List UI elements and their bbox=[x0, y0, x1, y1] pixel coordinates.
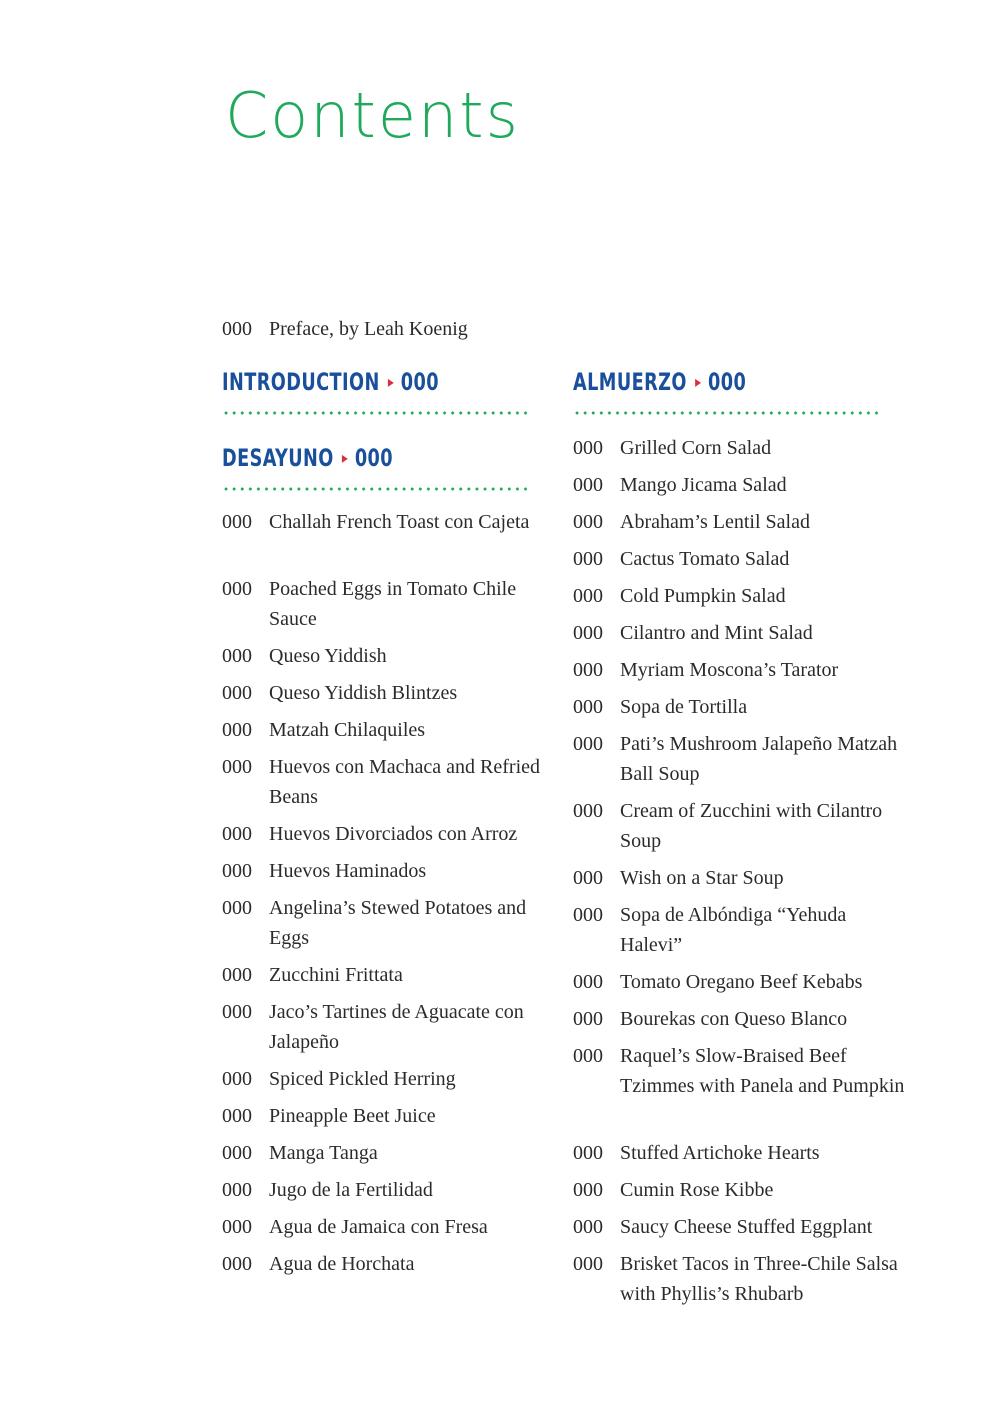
toc-entry[interactable] bbox=[573, 900, 913, 960]
entry-title: Mango Jicama Salad bbox=[620, 474, 787, 496]
section-heading-almuerzo[interactable] bbox=[573, 368, 746, 396]
entry-page: 000 bbox=[573, 659, 603, 681]
toc-entry[interactable] bbox=[222, 1138, 562, 1168]
entry-page: 000 bbox=[573, 696, 603, 718]
toc-entry[interactable] bbox=[222, 1249, 562, 1279]
toc-entry[interactable] bbox=[222, 752, 562, 812]
entry-page: 000 bbox=[222, 1216, 252, 1238]
page-title: Contents bbox=[225, 79, 520, 152]
toc-entry[interactable] bbox=[222, 1212, 562, 1242]
toc-entry[interactable] bbox=[573, 967, 913, 997]
entry-title: Brisket Tacos in Three-Chile Salsa with Phyllis’s Rhubarb bbox=[620, 1253, 898, 1305]
toc-entry[interactable] bbox=[573, 507, 913, 537]
toc-entry[interactable] bbox=[573, 618, 913, 648]
entry-title: Manga Tanga bbox=[269, 1142, 378, 1164]
entry-title: Sopa de Tortilla bbox=[620, 696, 748, 718]
entry-page: 000 bbox=[573, 904, 603, 926]
entry-title: Huevos con Machaca and Refried Beans bbox=[269, 756, 540, 808]
entry-title: Huevos Divorciados con Arroz bbox=[269, 823, 518, 845]
toc-entry[interactable] bbox=[573, 544, 913, 574]
entry-page: 000 bbox=[573, 1253, 603, 1275]
entry-title: Bourekas con Queso Blanco bbox=[620, 1008, 848, 1030]
entry-page: 000 bbox=[222, 1179, 252, 1201]
entry-title: Queso Yiddish Blintzes bbox=[269, 682, 458, 704]
entry-page: 000 bbox=[573, 437, 603, 459]
toc-entry[interactable] bbox=[222, 819, 562, 849]
section-heading-introduction[interactable] bbox=[222, 368, 439, 396]
entry-title: Tomato Oregano Beef Kebabs bbox=[620, 971, 863, 993]
toc-entry[interactable] bbox=[222, 856, 562, 886]
entry-page: 000 bbox=[222, 719, 252, 741]
entry-page: 000 bbox=[222, 964, 252, 986]
toc-entry[interactable] bbox=[573, 692, 913, 722]
entry-title: Spiced Pickled Herring bbox=[269, 1068, 456, 1090]
entry-title: Jaco’s Tartines de Aguacate con Jalapeño bbox=[269, 1001, 524, 1053]
entry-page: 000 bbox=[222, 682, 252, 704]
entry-title: Wish on a Star Soup bbox=[620, 867, 784, 889]
toc-entry[interactable] bbox=[222, 507, 562, 537]
entry-title: Stuffed Artichoke Hearts bbox=[620, 1142, 820, 1164]
arrow-icon: ▸ bbox=[341, 448, 349, 467]
entry-page: 000 bbox=[222, 1142, 252, 1164]
toc-entry[interactable] bbox=[573, 729, 913, 789]
toc-entry[interactable] bbox=[573, 470, 913, 500]
section-label: INTRODUCTION bbox=[222, 368, 380, 396]
entry-page: 000 bbox=[573, 474, 603, 496]
toc-entry[interactable] bbox=[222, 715, 562, 745]
entry-title: Cold Pumpkin Salad bbox=[620, 585, 786, 607]
section-label: ALMUERZO bbox=[573, 368, 687, 396]
section-page: 000 bbox=[707, 368, 747, 396]
entry-page: 000 bbox=[222, 511, 252, 533]
entry-title: Sopa de Albóndiga “Yehuda Halevi” bbox=[620, 904, 847, 956]
entry-page: 000 bbox=[573, 585, 603, 607]
entry-page: 000 bbox=[573, 971, 603, 993]
entry-page: 000 bbox=[222, 1105, 252, 1127]
toc-entry[interactable] bbox=[222, 997, 562, 1057]
section-label: DESAYUNO bbox=[222, 444, 334, 472]
entry-page: 000 bbox=[222, 318, 252, 340]
entry-page: 000 bbox=[573, 511, 603, 533]
entry-title: Pati’s Mushroom Jalapeño Matzah Ball Soup bbox=[620, 733, 898, 785]
entry-page: 000 bbox=[573, 1216, 603, 1238]
toc-entry[interactable] bbox=[573, 581, 913, 611]
entry-title: Queso Yiddish bbox=[269, 645, 387, 667]
toc-entry[interactable] bbox=[573, 863, 913, 893]
toc-entry[interactable] bbox=[222, 1064, 562, 1094]
preface-entry[interactable] bbox=[222, 314, 562, 344]
toc-entry[interactable] bbox=[222, 641, 562, 671]
entry-page: 000 bbox=[222, 756, 252, 778]
entry-title: Cream of Zucchini with Cilantro Soup bbox=[620, 800, 883, 852]
entry-title: Cactus Tomato Salad bbox=[620, 548, 790, 570]
entry-page: 000 bbox=[573, 1045, 603, 1067]
toc-entry[interactable] bbox=[573, 796, 913, 856]
toc-entry[interactable] bbox=[222, 1175, 562, 1205]
toc-entry[interactable] bbox=[573, 433, 913, 463]
entry-title: Abraham’s Lentil Salad bbox=[620, 511, 810, 533]
entry-page: 000 bbox=[573, 1008, 603, 1030]
arrow-icon: ▸ bbox=[695, 372, 702, 391]
toc-entry[interactable] bbox=[573, 1041, 913, 1101]
entry-page: 000 bbox=[573, 622, 603, 644]
toc-entry[interactable] bbox=[222, 1101, 562, 1131]
entry-title: Raquel’s Slow-Braised Beef Tzimmes with Panela and Pumpkin bbox=[620, 1045, 905, 1097]
entry-page: 000 bbox=[222, 1068, 252, 1090]
entry-title: Angelina’s Stewed Potatoes and Eggs bbox=[269, 897, 527, 949]
section-page: 000 bbox=[400, 368, 439, 396]
entry-page: 000 bbox=[222, 1001, 252, 1023]
entry-page: 000 bbox=[573, 1179, 603, 1201]
dotted-divider bbox=[573, 411, 883, 415]
entry-page: 000 bbox=[222, 823, 252, 845]
section-page: 000 bbox=[354, 444, 394, 472]
entry-page: 000 bbox=[573, 733, 603, 755]
entry-page: 000 bbox=[222, 897, 252, 919]
entry-page: 000 bbox=[222, 645, 252, 667]
toc-entry[interactable] bbox=[573, 1175, 913, 1205]
arrow-icon: ▸ bbox=[387, 372, 395, 391]
entry-page: 000 bbox=[222, 578, 252, 600]
entry-title: Agua de Horchata bbox=[269, 1253, 415, 1275]
toc-entry[interactable] bbox=[222, 893, 562, 953]
entry-title: Cilantro and Mint Salad bbox=[620, 622, 813, 644]
entry-title: Poached Eggs in Tomato Chile Sauce bbox=[269, 578, 517, 630]
entry-title: Preface, by Leah Koenig bbox=[269, 318, 468, 340]
entry-title: Myriam Moscona’s Tarator bbox=[620, 659, 839, 681]
toc-entry[interactable] bbox=[573, 1249, 913, 1309]
toc-entry[interactable] bbox=[573, 1138, 913, 1168]
toc-entry[interactable] bbox=[222, 960, 562, 990]
section-heading-desayuno[interactable] bbox=[222, 444, 393, 472]
entry-page: 000 bbox=[222, 860, 252, 882]
toc-entry[interactable] bbox=[573, 1004, 913, 1034]
toc-entry[interactable] bbox=[222, 574, 562, 634]
entry-page: 000 bbox=[573, 548, 603, 570]
entry-title: Matzah Chilaquiles bbox=[269, 719, 426, 741]
entry-title: Challah French Toast con Cajeta bbox=[269, 511, 530, 533]
entry-page: 000 bbox=[573, 1142, 603, 1164]
toc-entry[interactable] bbox=[222, 678, 562, 708]
entry-title: Grilled Corn Salad bbox=[620, 437, 772, 459]
entry-page: 000 bbox=[222, 1253, 252, 1275]
entry-page: 000 bbox=[573, 800, 603, 822]
toc-entry[interactable] bbox=[573, 1212, 913, 1242]
entry-title: Huevos Haminados bbox=[269, 860, 427, 882]
entry-title: Agua de Jamaica con Fresa bbox=[269, 1216, 488, 1238]
dotted-divider bbox=[222, 487, 532, 491]
entry-title: Cumin Rose Kibbe bbox=[620, 1179, 774, 1201]
toc-entry[interactable] bbox=[573, 655, 913, 685]
entry-page: 000 bbox=[573, 867, 603, 889]
entry-title: Jugo de la Fertilidad bbox=[269, 1179, 433, 1201]
entry-title: Zucchini Frittata bbox=[269, 964, 403, 986]
dotted-divider bbox=[222, 411, 532, 415]
entry-title: Pineapple Beet Juice bbox=[269, 1105, 436, 1127]
entry-title: Saucy Cheese Stuffed Eggplant bbox=[620, 1216, 873, 1238]
